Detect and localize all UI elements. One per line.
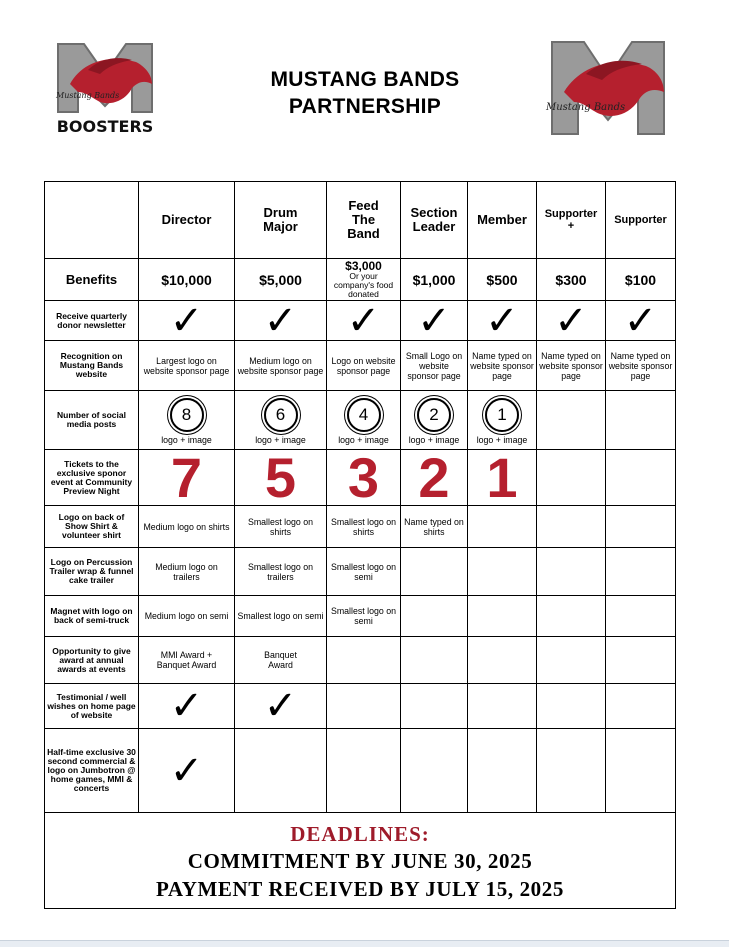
empty-cell [606,391,676,450]
check-icon: ✓ [468,301,537,341]
shirt-director: Medium logo on shirts [139,506,235,548]
post-count-badge: 2 [417,398,451,432]
recognition-supporter: Name typed on website sponsor page [606,341,676,391]
social-section-leader [401,391,468,450]
trailer-label: Logo on Percussion Trailer wrap & funnel cake trailer [45,548,139,596]
magnet-feed-the-band: Smallest logo on semi [327,596,401,637]
check-icon: ✓ [537,301,606,341]
empty-cell [401,684,468,729]
recognition-feed-the-band: Logo on website sponsor page [327,341,401,391]
tickets-label: Tickets to the exclusive sponor event at Community Preview Night [45,450,139,506]
empty-cell [468,506,537,548]
recognition-member: Name typed on website sponsor page [468,341,537,391]
empty-cell [468,684,537,729]
empty-cell [537,506,606,548]
recognition-director: Largest logo on website sponsor page [139,341,235,391]
empty-cell [606,684,676,729]
empty-cell [327,637,401,684]
price-section-leader: $1,000 [401,259,468,301]
deadlines-row [45,813,676,909]
empty-cell [606,596,676,637]
boosters-logo-word: BOOSTERS [56,117,154,136]
trailer-director: Medium logo on trailers [139,548,235,596]
magnet-director: Medium logo on semi [139,596,235,637]
mustang-bands-logo-script: Mustang Bands [546,102,626,113]
tier-supporter: Supporter [606,182,676,259]
tickets-section-leader: 2 [401,450,468,506]
trailer-drum-major: Smallest logo on trailers [235,548,327,596]
benefits-label: Benefits [45,259,139,301]
empty-cell [401,729,468,813]
award-drum-major: Banquet Award [235,637,327,684]
shirt-row [45,506,676,548]
check-icon: ✓ [235,301,327,341]
mustang-bands-logo [538,38,678,140]
recognition-row [45,341,676,391]
empty-cell [468,548,537,596]
title-line2: PARTNERSHIP [288,95,442,118]
magnet-row [45,596,676,637]
testimonial-label: Testimonial / well wishes on home page of website [45,684,139,729]
check-icon: ✓ [139,684,235,729]
corner-cell [45,182,139,259]
recognition-drum-major: Medium logo on website sponsor page [235,341,327,391]
price-director: $10,000 [139,259,235,301]
check-icon: ✓ [606,301,676,341]
social-caption: logo + image [255,434,306,445]
check-icon: ✓ [401,301,468,341]
tier-supporter-plus: Supporter + [537,182,606,259]
empty-cell [606,506,676,548]
award-row [45,637,676,684]
price-drum-major: $5,000 [235,259,327,301]
empty-cell [606,729,676,813]
empty-cell [401,596,468,637]
empty-cell [537,548,606,596]
empty-cell [537,637,606,684]
newsletter-label: Receive quarterly donor newsletter [45,301,139,341]
commitment-deadline: COMMITMENT BY JUNE 30, 2025 [187,849,533,873]
social-caption: logo + image [338,434,389,445]
title-line1: MUSTANG BANDS [270,68,460,91]
price-supporter: $100 [606,259,676,301]
check-icon: ✓ [235,684,327,729]
empty-cell [401,637,468,684]
empty-cell [468,729,537,813]
price-supporter-plus: $300 [537,259,606,301]
check-icon: ✓ [139,729,235,813]
partnership-table [44,181,676,909]
recognition-section-leader: Small Logo on website sponsor page [401,341,468,391]
shirt-label: Logo on back of Show Shirt & volunteer shirt [45,506,139,548]
trailer-row [45,548,676,596]
empty-cell [537,596,606,637]
social-feed-the-band [327,391,401,450]
empty-cell [468,637,537,684]
tickets-row [45,450,676,506]
magnet-label: Magnet with logo on back of semi-truck [45,596,139,637]
price-feed-the-band-cell [327,259,401,301]
social-row [45,391,676,450]
shirt-drum-major: Smallest logo on shirts [235,506,327,548]
social-label: Number of social media posts [45,391,139,450]
boosters-logo-script: Mustang Bands [56,91,120,100]
social-drum-major [235,391,327,450]
halftime-row [45,729,676,813]
trailer-feed-the-band: Smallest logo on semi [327,548,401,596]
shirt-feed-the-band: Smallest logo on shirts [327,506,401,548]
tickets-director: 7 [139,450,235,506]
empty-cell [537,684,606,729]
price-feed-the-band-note: Or your company's food donated [333,271,394,299]
tickets-feed-the-band: 3 [327,450,401,506]
empty-cell [327,729,401,813]
halftime-label: Half-time exclusive 30 second commercial & logo on Jumbotron @ home games, MMI & concerts [45,729,139,813]
check-icon: ✓ [139,301,235,341]
social-caption: logo + image [161,434,212,445]
empty-cell [606,450,676,506]
social-caption: logo + image [476,434,528,445]
empty-cell [537,450,606,506]
deadlines-title: DEADLINES: [290,822,430,846]
payment-deadline: PAYMENT RECEIVED BY JULY 15, 2025 [156,877,564,901]
empty-cell [606,637,676,684]
tier-feed-the-band: Feed The Band [327,182,401,259]
tickets-member: 1 [468,450,537,506]
tier-member: Member [468,182,537,259]
social-caption: logo + image [408,434,460,445]
post-count-badge: 6 [264,398,298,432]
tier-director: Director [139,182,235,259]
boosters-logo [48,40,162,136]
shirt-section-leader: Name typed on shirts [401,506,468,548]
social-director [139,391,235,450]
empty-cell [606,548,676,596]
empty-cell [235,729,327,813]
post-count-badge: 1 [485,398,519,432]
tier-header-row [45,182,676,259]
newsletter-row [45,301,676,341]
post-count-badge: 4 [347,398,381,432]
price-member: $500 [468,259,537,301]
tier-drum-major: Drum Major [235,182,327,259]
price-feed-the-band: $3,000 [345,259,382,273]
testimonial-row [45,684,676,729]
recognition-supporter-plus: Name typed on website sponsor page [537,341,606,391]
magnet-drum-major: Smallest logo on semi [235,596,327,637]
award-director: MMI Award + Banquet Award [139,637,235,684]
post-count-badge: 8 [170,398,204,432]
empty-cell [401,548,468,596]
recognition-label: Recognition on Mustang Bands website [45,341,139,391]
tier-section-leader: Section Leader [401,182,468,259]
empty-cell [537,729,606,813]
empty-cell [468,596,537,637]
award-label: Opportunity to give award at annual awards at events [45,637,139,684]
empty-cell [537,391,606,450]
deadlines-cell [45,813,676,909]
check-icon: ✓ [327,301,401,341]
social-member [468,391,537,450]
page-title [200,66,530,120]
tickets-drum-major: 5 [235,450,327,506]
empty-cell [327,684,401,729]
benefits-row [45,259,676,301]
